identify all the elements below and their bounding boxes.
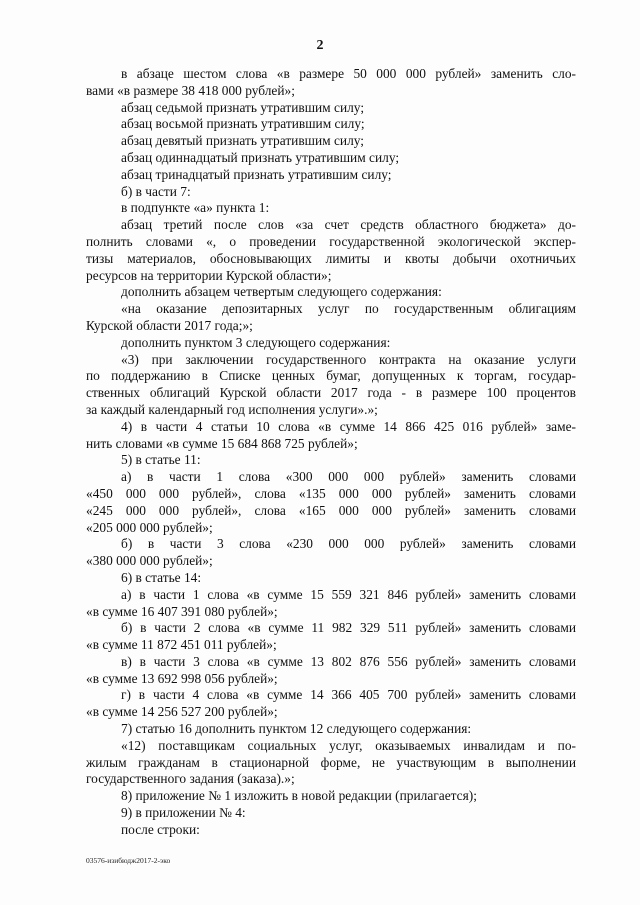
text-line: тизы материалов, обосновывающих лимиты и квоты добычи охотничьих (86, 250, 576, 266)
text-line: 7) статью 16 дополнить пунктом 12 следующего содержания: (121, 721, 472, 737)
text-line: абзац одиннадцатый признать утратившим силу; (121, 149, 400, 165)
text-line: а) в части 1 слова «300 000 000 рублей» заменить словами (121, 469, 576, 485)
text-line: в) в части 3 слова «в сумме 13 802 876 556 рублей» заменить словами (121, 653, 576, 669)
text-line: 6) в статье 14: (121, 569, 202, 585)
text-line: нить словами «в сумме 15 684 868 725 рублей»; (86, 435, 358, 451)
text-line: «450 000 000 рублей», слова «135 000 000 рублей» заменить словами (86, 485, 576, 501)
text-line: «205 000 000 рублей»; (86, 519, 213, 535)
text-line: абзац тринадцатый признать утратившим силу; (121, 166, 392, 182)
text-line: Курской области 2017 года;»; (86, 317, 253, 333)
text-line: абзац восьмой признать утратившим силу; (121, 116, 365, 132)
text-line: ресурсов на территории Курской области»; (86, 267, 332, 283)
text-line: «в сумме 13 692 998 056 рублей»; (86, 670, 278, 686)
text-line: дополнить пунктом 3 следующего содержания: (121, 334, 391, 350)
text-line: 5) в статье 11: (121, 452, 201, 468)
text-line: по поддержанию в Списке ценных бумаг, допущенных к торгам, государ- (86, 368, 576, 384)
text-line: «380 000 000 рублей»; (86, 553, 213, 569)
text-line: «в сумме 11 872 451 011 рублей»; (86, 637, 277, 653)
text-line: полнить словами «, о проведении государственной экологической экспер- (86, 233, 576, 249)
text-line: «на оказание депозитарных услуг по государственным облигациям (121, 301, 576, 317)
text-line: а) в части 1 слова «в сумме 15 559 321 846 рублей» заменить словами (121, 586, 576, 602)
page-number: 2 (316, 38, 324, 53)
text-line: 8) приложение № 1 изложить в новой редакции (прилагается); (121, 788, 477, 804)
text-line: «в сумме 14 256 527 200 рублей»; (86, 704, 278, 720)
text-line: б) в части 7: (121, 183, 191, 199)
text-line: «в сумме 16 407 391 080 рублей»; (86, 603, 278, 619)
text-line: «245 000 000 рублей», слова «165 000 000 рублей» заменить словами (86, 502, 576, 518)
text-line: жилым гражданам в стационарной форме, не участвующим в выполнении (86, 754, 576, 770)
text-line: б) в части 2 слова «в сумме 11 982 329 511 рублей» заменить словами (121, 620, 576, 636)
text-line: вами «в размере 38 418 000 рублей»; (86, 82, 295, 98)
text-line: дополнить абзацем четвертым следующего содержания: (121, 284, 442, 300)
text-line: абзац девятый признать утратившим силу; (121, 133, 364, 149)
text-line: ственных облигаций Курской области 2017 года - в размере 100 процентов (86, 385, 576, 401)
document-body (86, 66, 576, 839)
text-line: абзац седьмой признать утратившим силу; (121, 99, 365, 115)
text-line: «12) поставщикам социальных услуг, оказываемых инвалидам и по- (121, 737, 576, 753)
text-line: 9) в приложении № 4: (121, 805, 246, 821)
text-line: б) в части 3 слова «230 000 000 рублей» заменить словами (121, 536, 576, 552)
text-line: за каждый календарный год исполнения услуги».»; (86, 401, 378, 417)
text-line: г) в части 4 слова «в сумме 14 366 405 700 рублей» заменить словами (121, 687, 576, 703)
text-line: «3) при заключении государственного контракта на оказание услуги (121, 351, 576, 367)
document-footer-code: 03576-изибюдж2017-2-эко (86, 856, 171, 865)
text-line: государственного задания (заказа).»; (86, 771, 295, 787)
text-line: в подпункте «а» пункта 1: (121, 200, 270, 216)
text-line: в абзаце шестом слова «в размере 50 000 000 рублей» заменить сло- (121, 66, 576, 81)
text-line: после строки: (121, 821, 200, 837)
text-line: 4) в части 4 статьи 10 слова «в сумме 14 866 425 016 рублей» заме- (121, 418, 576, 434)
text-line: абзац третий после слов «за счет средств областного бюджета» до- (121, 217, 576, 233)
